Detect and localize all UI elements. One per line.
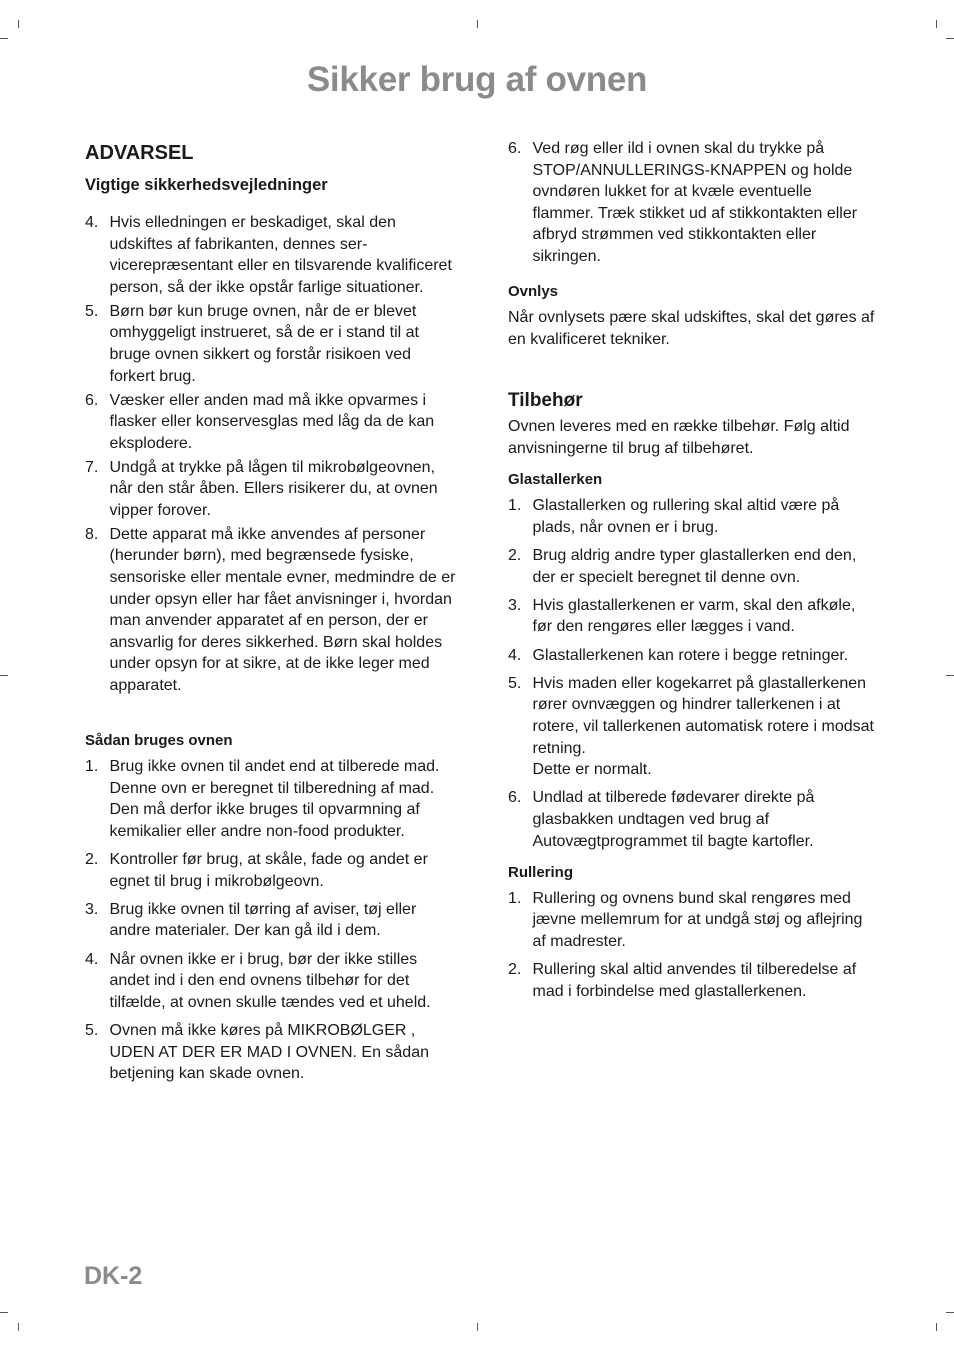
crop-mark bbox=[477, 20, 478, 28]
list-item bbox=[508, 495, 876, 538]
important-subheading: Vigtige sikkerhedsvejledninger bbox=[85, 176, 328, 194]
item-text: Undlad at tilberede fødevarer direkte på glasbakken undtagen ved brug af Autovægtprogrammet til bagte kartofler. bbox=[532, 789, 815, 850]
list-item bbox=[85, 849, 457, 892]
item-number: 6. bbox=[508, 140, 522, 157]
item-text: Undgå at trykke på lågen til mikrobølgeovnen, når den står åben. Ellers risikerer du, at ovnen vipper forover. bbox=[109, 458, 438, 519]
item-text: Glastallerkenen kan rotere i begge retninger. bbox=[532, 646, 849, 664]
left-column bbox=[85, 140, 457, 1091]
item-note: Dette er normalt. bbox=[532, 761, 652, 779]
item-number: 6. bbox=[508, 789, 522, 807]
roller-list bbox=[508, 888, 876, 1003]
list-item bbox=[85, 524, 457, 697]
item-number: 2. bbox=[508, 961, 522, 979]
list-item bbox=[508, 673, 876, 781]
item-number: 1. bbox=[508, 889, 522, 907]
item-text: Dette apparat må ikke anvendes af personer (herunder børn), med begrænsede fysiske, sensoriske eller mentale evner, medmindre de er under opsyn eller har fået anvisninger i, hvordan man anvender apparatet af en person, der er ansvarlig for deres sikkerhed. Børn skal holdes under opsyn for at sikre, at de ikke leger med apparatet. bbox=[109, 525, 456, 695]
item-text: Hvis elledningen er beskadiget, skal den udskiftes af fabrikanten, dennes servicerepræsentant eller en tilsvarende kvalificeret person, så der ikke opstår farlige situationer. bbox=[109, 214, 452, 296]
list-item bbox=[508, 787, 876, 852]
item-text: Brug ikke ovnen til tørring af aviser, tøj eller andre materialer. Der kan gå ild i dem. bbox=[109, 900, 417, 940]
crop-mark bbox=[0, 1312, 8, 1313]
page-number: DK-2 bbox=[84, 1262, 143, 1290]
item-text: Ovnen må ikke køres på MIKROBØLGER , UDEN AT DER ER MAD I OVNEN. En sådan betjening kan skade ovnen. bbox=[109, 1021, 429, 1083]
list-item bbox=[85, 390, 457, 455]
item-text: Hvis maden eller kogekarret på glastallerkenen rører ovnvæggen og hindrer tallerkenen i at rotere, vil tallerkenen automatisk rotere i modsat retning. bbox=[532, 674, 874, 757]
warning-heading: ADVARSEL bbox=[85, 142, 194, 164]
crop-mark bbox=[946, 38, 954, 39]
item-number: 8. bbox=[85, 525, 99, 543]
list-item bbox=[85, 756, 457, 842]
list-item bbox=[85, 1020, 457, 1085]
item-number: 3. bbox=[85, 900, 99, 918]
list-item bbox=[85, 301, 457, 387]
crop-mark bbox=[946, 1312, 954, 1313]
item-number: 1. bbox=[85, 758, 99, 776]
list-item bbox=[508, 138, 876, 268]
item-text: Kontroller før brug, at skåle, fade og andet er egnet til brug i mikrobølgeovn. bbox=[109, 850, 428, 890]
item-number: 2. bbox=[85, 850, 99, 868]
item-text: Børn bør kun bruge ovnen, når de er blevet omhyggeligt instrueret, så de er i stand til at bruge ovnen sikkert og forstår risikoen ved forkert brug. bbox=[109, 302, 419, 385]
item-text: Brug aldrig andre typer glastallerken end den, der er specielt beregnet til denne ovn. bbox=[532, 547, 857, 586]
crop-mark bbox=[936, 1323, 937, 1331]
item-number: 4. bbox=[508, 646, 522, 664]
item-number: 4. bbox=[85, 950, 99, 968]
item-text: Rullering og ovnens bund skal rengøres med jævne mellemrum for at undgå støj og aflejring af madrester. bbox=[532, 889, 863, 950]
crop-mark bbox=[946, 675, 954, 676]
crop-mark bbox=[936, 20, 937, 28]
lamp-heading: Ovnlys bbox=[508, 282, 559, 300]
item-text: Når ovnen ikke er i brug, bør der ikke stilles andet ind i den end ovnens tilbehør for det tilfælde, at ovnen skulle tændes ved et uheld. bbox=[109, 950, 431, 1011]
crop-mark bbox=[18, 20, 19, 28]
crop-mark bbox=[18, 1323, 19, 1331]
item-number: 3. bbox=[508, 596, 522, 614]
item-number: 5. bbox=[85, 1021, 99, 1039]
item-number: 2. bbox=[508, 547, 522, 565]
list-item bbox=[508, 959, 876, 1002]
item-number: 5. bbox=[85, 302, 99, 320]
glass-heading: Glastallerken bbox=[508, 471, 603, 489]
list-item bbox=[508, 645, 876, 667]
list-item bbox=[508, 545, 876, 588]
item-number: 1. bbox=[508, 497, 522, 515]
roller-heading: Rullering bbox=[508, 863, 574, 881]
item-number: 5. bbox=[508, 674, 522, 692]
item-number: 4. bbox=[85, 214, 99, 231]
item-number: 7. bbox=[85, 458, 99, 476]
list-item bbox=[508, 595, 876, 638]
glass-list bbox=[508, 495, 876, 852]
list-item bbox=[85, 899, 457, 942]
item-text: Ved røg eller ild i ovnen skal du trykke på STOP/ANNULLERINGS-KNAPPEN og holde ovndøren lukket for at kvæle eventuelle flammer. Træk stikket ud af stikkontakten eller afbryd strømmen ved stikkontakten eller sikringen. bbox=[532, 140, 858, 265]
item-text: Glastallerken og rullering skal altid være på plads, når ovnen er i brug. bbox=[532, 497, 840, 536]
accessories-heading: Tilbehør bbox=[508, 390, 583, 412]
list-item bbox=[85, 212, 457, 298]
usage-list-continued bbox=[508, 138, 876, 268]
item-text: Rullering skal altid anvendes til tilberedelse af mad i forbindelse med glastallerkenen. bbox=[532, 961, 857, 1000]
usage-heading: Sådan bruges ovnen bbox=[85, 732, 233, 750]
crop-mark bbox=[0, 38, 8, 39]
page-title: Sikker brug af ovnen bbox=[306, 60, 648, 99]
safety-list bbox=[85, 212, 457, 697]
list-item bbox=[85, 457, 457, 522]
crop-mark bbox=[0, 675, 8, 676]
item-text: Væsker eller anden mad må ikke opvarmes i flasker eller konservesglas med låg da de kan eksplodere. bbox=[109, 391, 435, 452]
crop-mark bbox=[477, 1323, 478, 1331]
usage-list bbox=[85, 756, 457, 1085]
item-number: 6. bbox=[85, 391, 99, 409]
accessories-text: Ovnen leveres med en række tilbehør. Følg altid anvisningerne til brug af tilbehøret. bbox=[508, 418, 850, 457]
item-text: Brug ikke ovnen til andet end at tilberede mad. Denne ovn er beregnet til tilberedning af mad. Den må derfor ikke bruges til opvarmning af kemikalier eller andre non-food produkter. bbox=[109, 758, 440, 840]
list-item bbox=[85, 949, 457, 1014]
right-column bbox=[508, 138, 876, 1009]
list-item bbox=[508, 888, 876, 953]
item-text: Hvis glastallerkenen er varm, skal den afkøle, før den rengøres eller lægges i vand. bbox=[532, 596, 856, 636]
lamp-text: Når ovnlysets pære skal udskiftes, skal det gøres af en kvalificeret tekniker. bbox=[508, 308, 875, 348]
